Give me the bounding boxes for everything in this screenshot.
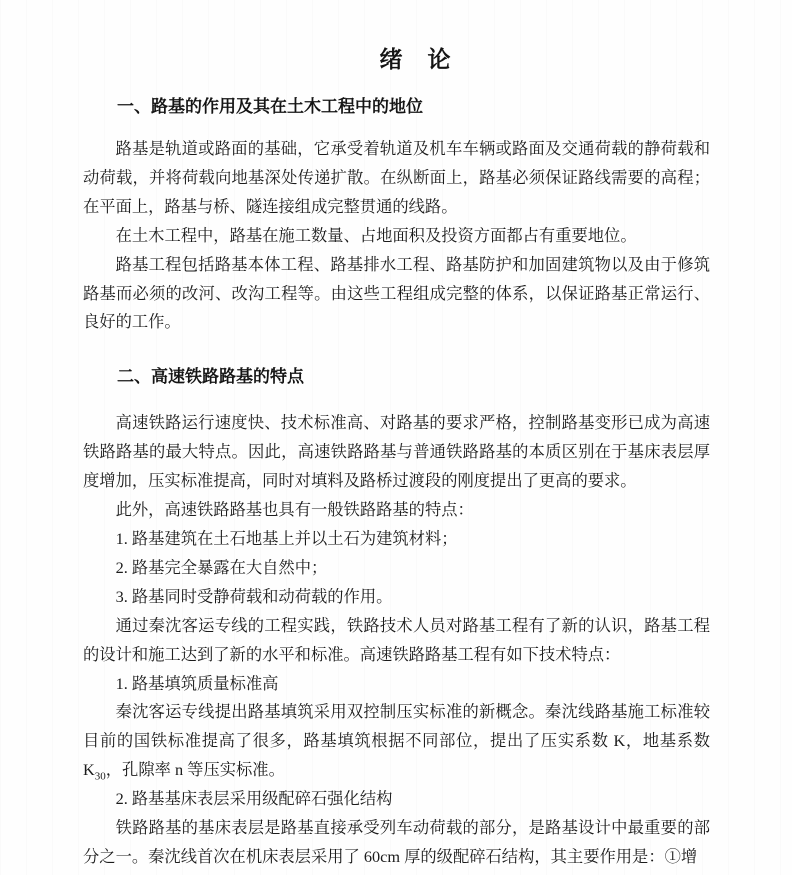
- paragraph-hsr-requirements: 高速铁路运行速度快、技术标准高、对路基的要求严格，控制路基变形已成为高速铁路路基的最大特点。因此，高速铁路路基与普通铁路路基的本质区别在于基床表层厚度增加，压实标准提高，同时对填料及路桥过渡段的刚度提出了更高的要求。: [83, 413, 710, 491]
- paragraph-subgrade-basis: 路基是轨道或路面的基础，它承受着轨道及机车车辆或路面及交通荷载的静荷载和动荷载，并将荷载向地基深处传递扩散。在纵断面上，路基必须保证路线需要的高程；在平面上，路基与桥、隧连接组成完整贯通的线路。: [83, 139, 710, 216]
- list-item-tech-feature-2-title: 2. 路基基床表层采用级配碎石强化结构: [115, 789, 393, 809]
- paragraph-qinshen-practice: 通过秦沈客运专线的工程实践，铁路技术人员对路基工程有了新的认识，路基工程的设计和施工达到了新的水平和标准。高速铁路路基工程有如下技术特点：: [83, 615, 710, 664]
- paragraph-graded-gravel-layer: 铁路路基的基床表层是路基直接承受列车动荷载的部分，是路基设计中最重要的部分之一。秦沈线首次在机床表层采用了 60cm 厚的级配碎石结构，其主要作用是：①增: [83, 818, 710, 866]
- list-item-feature-1: 1. 路基建筑在土石地基上并以土石为建筑材料；: [115, 528, 458, 548]
- section-heading-2: 二、高速铁路路基的特点: [117, 367, 304, 387]
- section-foundation-role: [83, 95, 710, 337]
- section-hsr-characteristics: [83, 365, 710, 872]
- list-item-feature-3: 3. 路基同时受静荷载和动荷载的作用。: [115, 586, 393, 606]
- paragraph-civil-engineering-status: 在土木工程中，路基在施工数量、占地面积及投资方面都占有重要地位。: [115, 225, 637, 245]
- section-heading-1: 一、路基的作用及其在土木工程中的地位: [117, 97, 423, 116]
- paragraph-common-features-intro: 此外，高速铁路路基也具有一般铁路路基的特点：: [115, 500, 474, 520]
- k30-subscript: 30: [94, 770, 106, 783]
- page-content: [83, 0, 710, 872]
- compaction-text-after-subscript: ，孔隙率 n 等压实标准。: [105, 760, 285, 780]
- compaction-text-before-subscript: 秦沈客运专线提出路基填筑采用双控制压实标准的新概念。秦沈线路基施工标准较目前的国铁标准提高了很多，路基填筑根据不同部位，提出了压实系数 K，地基系数 K: [83, 702, 710, 780]
- paragraph-subgrade-engineering-scope: 路基工程包括路基本体工程、路基排水工程、路基防护和加固建筑物以及由于修筑路基而必须的改河、改沟工程等。由这些工程组成完整的体系，以保证路基正常运行、良好的工作。: [83, 254, 710, 332]
- list-item-tech-feature-1-title: 1. 路基填筑质量标准高: [115, 673, 279, 693]
- paragraph-compaction-standards: [83, 698, 710, 785]
- list-item-feature-2: 2. 路基完全暴露在大自然中；: [115, 557, 328, 577]
- page-title: 绪 论: [379, 47, 452, 72]
